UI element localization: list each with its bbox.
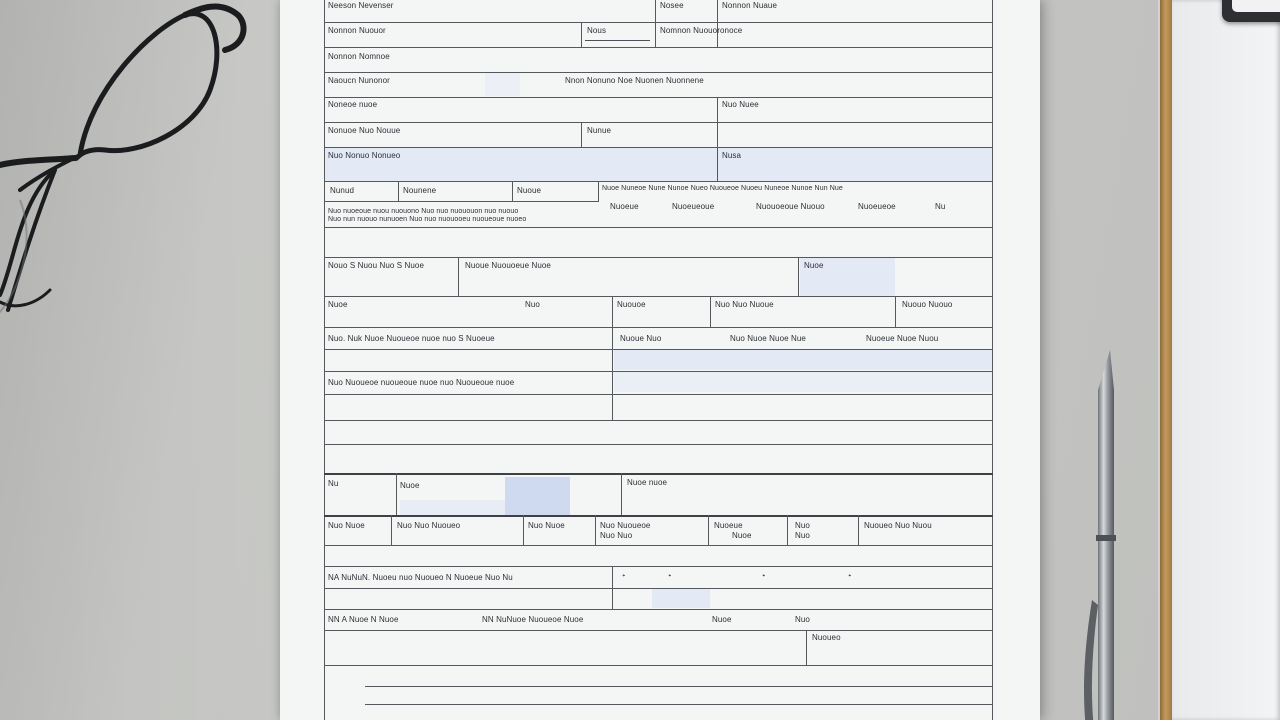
field-label: Nuo [795,615,810,624]
column-divider [710,296,711,327]
row-divider [324,420,993,421]
row-divider [324,181,993,182]
field-label: Nusa [722,151,742,160]
field-label: Nuoue Nuouoeue Nuoe [465,261,551,270]
row-divider [324,227,993,228]
field-label: Nuoeue Nuoe Nuou [866,334,939,343]
phone-screen [1232,0,1280,12]
second-sheet [1172,0,1280,720]
row-divider [324,630,993,631]
clipboard-edge [1160,0,1172,720]
field-label: Nuoe Nuneoe Nune Nunoe Nueo Nuoueoe Nuoeu Nuneoe Nunoe Nun Nue [602,185,843,192]
column-divider [523,515,524,545]
row-divider [324,22,993,23]
field-label: Nomnon Nuouoronoce [660,26,743,35]
field-label: Nuo Nonuo Nonueo [328,151,401,160]
field-label: Nuo. Nuk Nuoe Nuoueoe nuoe nuo S Nuoeue [328,334,495,343]
checkbox-mark[interactable]: ᐩ [622,572,626,582]
field-label: Nuo Nuoe [528,521,565,530]
column-divider [398,181,399,201]
eyeglasses [0,0,270,320]
field-label: Nuoe [712,615,732,624]
checkbox-mark[interactable]: ᐩ [848,572,852,582]
field-label: Neeson Nevenser [328,1,394,10]
pen [1074,350,1134,720]
row-divider [324,349,993,350]
field-label: NN A Nuoe N Nuoe [328,615,399,624]
column-divider [512,181,513,201]
row-divider [324,72,993,73]
column-divider [581,22,582,47]
field-label: Nuoue Nuo [620,334,662,343]
column-divider [806,630,807,665]
field-fill [400,500,505,515]
field-label: Nuoe [328,300,348,309]
field-fill [485,72,520,96]
row-divider [324,609,993,610]
row-divider [324,147,993,148]
column-divider [895,296,896,327]
field-fill [614,350,992,370]
field-label: Nuouoe [617,300,646,309]
field-label: Nuo Nuo Nuoue [715,300,774,309]
field-label: Nuoue [517,186,542,195]
option-label: Nuouoeoue Nuouo [756,202,825,211]
column-divider [717,0,718,47]
field-label: Nuo Nuo Nuoueo [397,521,461,530]
field-note: Nuo nuoeoue nuou nuouono Nuo nuo nuououon nuo nuouo [328,208,519,215]
row-divider [324,444,993,445]
row-divider [324,371,993,372]
option-label: Nuoeueoe [858,202,896,211]
field-fill [718,148,992,181]
field-label: Nuouo Nuouo [902,300,953,309]
column-divider [708,515,709,545]
column-divider [581,122,582,147]
row-divider [324,394,993,395]
row-divider [324,588,993,589]
column-divider [391,515,392,545]
option-label: Nu [935,202,946,211]
field-label: Nonuoe Nuo Nouue [328,126,401,135]
column-divider [858,515,859,545]
row-divider [324,97,993,98]
field-label: Nuoe [804,261,824,270]
row-divider [365,704,993,705]
column-divider [458,257,459,296]
row-divider [324,545,993,546]
field-label: NN NuNuoe Nuoueoe Nuoe [482,615,584,624]
column-divider [598,181,599,201]
row-divider [324,566,993,567]
row-divider [324,257,993,258]
field-label: Nunud [330,186,355,195]
field-label: Nuoe [732,531,752,540]
column-divider [787,515,788,545]
field-label: Nuoueo [812,633,841,642]
field-fill [652,588,710,608]
field-label: Nuo Nuee [722,100,759,109]
row-divider [365,686,993,687]
checkbox-mark[interactable]: ᐩ [762,572,766,582]
field-fill [614,372,992,392]
row-divider [324,327,993,328]
field-label: Nuo Nuoe [328,521,365,530]
row-divider [324,515,993,517]
option-label: Nuoeue [610,202,639,211]
row-divider [324,201,599,202]
column-divider [595,515,596,545]
field-label: Nnon Nonuno Noe Nuonen Nuonnene [565,76,704,85]
column-divider [621,473,622,515]
field-label: NA NuNuN. Nuoeu nuo Nuoueo N Nuoeue Nuo Nu [328,573,513,582]
field-label: Nosee [660,1,684,10]
column-divider [396,473,397,515]
row-divider [324,665,993,666]
row-divider [324,122,993,123]
field-label: Nunue [587,126,612,135]
field-label: Nonnon Nomnoe [328,52,390,61]
field-label: Nuo [795,521,810,530]
field-label: Nuoueo Nuo Nuou [864,521,932,530]
field-label: Nuo Nuoueoe nuoueoue nuoe nuo Nuoueoue nuoe [328,378,515,387]
field-underline [585,40,650,41]
field-label: Nuoe nuoe [627,478,668,487]
field-label: Nuo [525,300,540,309]
field-label: Nouo S Nuou Nuo S Nuoe [328,261,425,270]
field-label: Nous [587,26,607,35]
row-divider [324,47,993,48]
field-label: Nuoe [400,481,420,490]
column-divider [655,0,656,47]
field-label: Naoucn Nunonor [328,76,390,85]
field-label: Noneoe nuoe [328,100,378,109]
row-divider [324,473,993,475]
field-label: Nonnon Nuouor [328,26,386,35]
field-label: Nu [328,479,339,488]
field-label: Nonnon Nuaue [722,1,778,10]
field-note: Nuo nun nuouo nunuoen Nuo nuo nuouooeu nuoueoue nuoeo [328,216,527,223]
field-label: Nounene [403,186,437,195]
field-label: Nuo Nuoe Nuoe Nue [730,334,806,343]
option-label: Nuoeueoue [672,202,715,211]
row-divider [324,296,993,297]
checkbox-mark[interactable]: ᐩ [668,572,672,582]
column-divider [798,257,799,296]
column-divider [612,296,613,420]
field-label: Nuo Nuoueoe [600,521,651,530]
column-divider [717,97,718,181]
field-fill [505,477,570,515]
field-label: Nuoeue [714,521,743,530]
field-label: Nuo [795,531,810,540]
column-divider [612,566,613,609]
field-label: Nuo Nuo [600,531,633,540]
